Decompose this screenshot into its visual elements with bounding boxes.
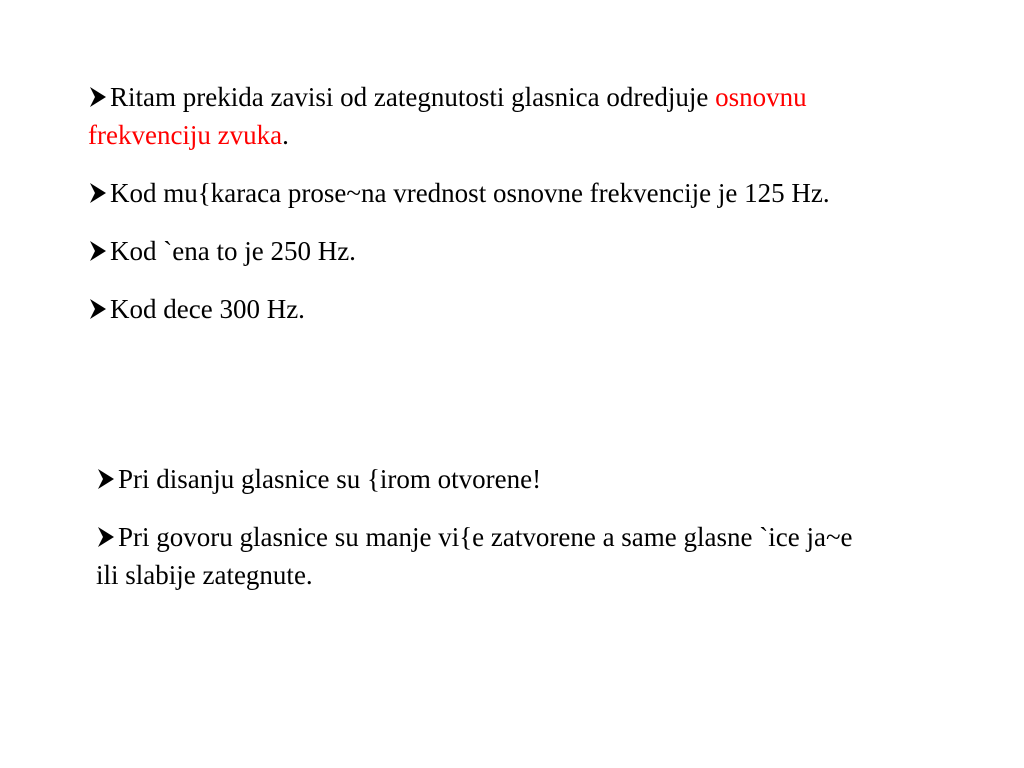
bullet-item xyxy=(88,78,928,154)
bullet-text: Kod dece 300 Hz. xyxy=(110,294,305,324)
bullet-item xyxy=(88,174,928,212)
bullet-text: Kod `ena to je 250 Hz. xyxy=(110,236,356,266)
slide-text-block-bottom xyxy=(96,460,876,614)
bullet-text: Ritam prekida zavisi od zategnutosti glasnica odredjuje xyxy=(110,82,716,112)
bullet-text: Pri govoru glasnice su manje vi{e zatvorene a same glasne `ice ja~e ili slabije zategnute. xyxy=(96,522,853,590)
bullet-text: Pri disanju glasnice su {irom otvorene! xyxy=(118,464,542,494)
bullet-item xyxy=(88,232,928,270)
arrow-bullet-icon xyxy=(88,78,108,116)
bullet-text: Kod mu{karaca prose~na vrednost osnovne frekvencije je 125 Hz. xyxy=(110,178,830,208)
slide-text-block-top xyxy=(88,78,928,348)
bullet-item xyxy=(96,518,876,594)
bullet-item xyxy=(88,290,928,328)
highlighted-text: osnovnu frekvenciju zvuka xyxy=(88,82,807,150)
arrow-bullet-icon xyxy=(96,460,116,498)
arrow-bullet-icon xyxy=(88,290,108,328)
bullet-text-end: . xyxy=(282,120,289,150)
bullet-item xyxy=(96,460,876,498)
arrow-bullet-icon xyxy=(96,518,116,556)
arrow-bullet-icon xyxy=(88,232,108,270)
arrow-bullet-icon xyxy=(88,174,108,212)
